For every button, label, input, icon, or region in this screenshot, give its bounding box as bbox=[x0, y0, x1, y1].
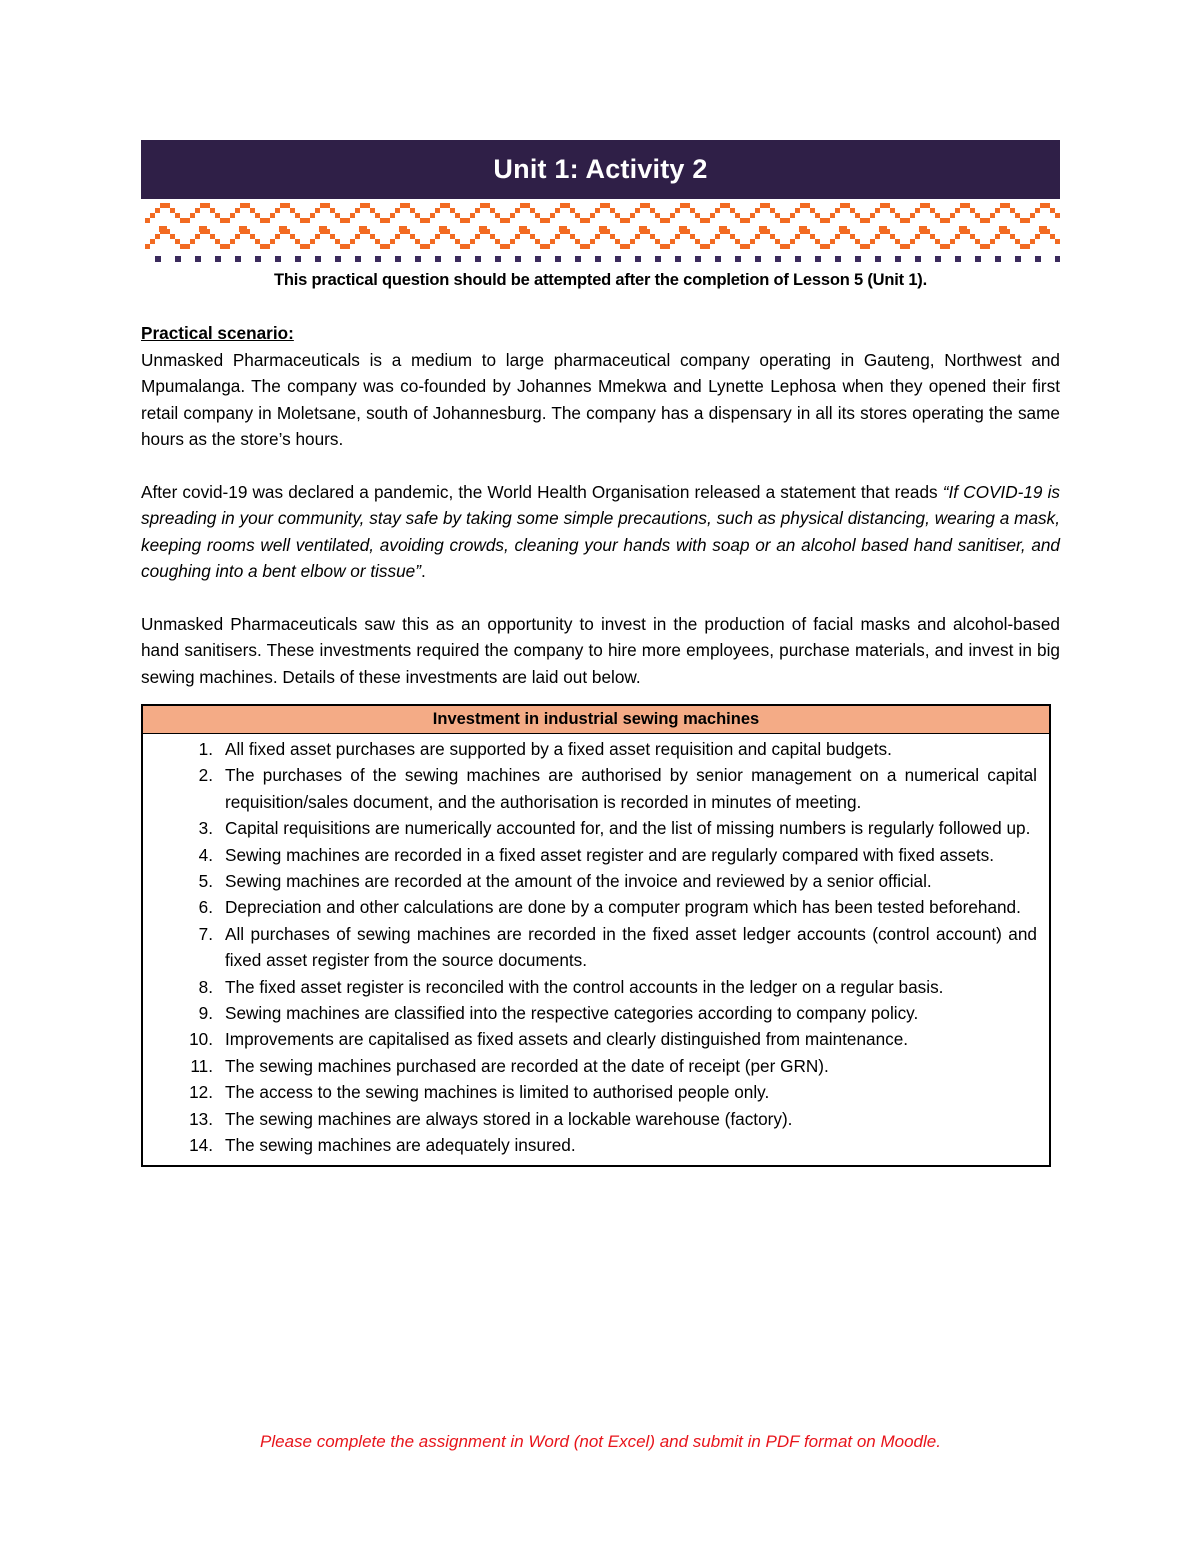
list-item bbox=[155, 815, 1037, 841]
list-item bbox=[155, 921, 1037, 974]
list-item-number: 11. bbox=[190, 1055, 213, 1076]
list-item-number: 2. bbox=[198, 765, 213, 786]
list-item-number: 5. bbox=[198, 871, 213, 892]
investment-table bbox=[141, 704, 1051, 1167]
who-quote: “If COVID-19 is spreading in your community, stay safe by taking some simple precautions, such as physical distancing, wearing a mask, keeping rooms well ventilated, avoiding crowds, cleaning your hands with soap or an alcohol based hand sanitiser, and coughing into a bent elbow or tissue” bbox=[141, 481, 1060, 581]
list-item bbox=[155, 762, 1037, 815]
list-item bbox=[155, 1000, 1037, 1026]
list-item-text: The sewing machines purchased are recorded at the date of receipt (per GRN). bbox=[225, 1055, 829, 1076]
investment-table-header: Investment in industrial sewing machines bbox=[142, 705, 1050, 734]
list-item bbox=[155, 736, 1037, 762]
list-item bbox=[155, 894, 1037, 920]
instruction-subtitle: This practical question should be attempted after the completion of Lesson 5 (Unit 1). bbox=[274, 271, 927, 289]
list-item bbox=[155, 1132, 1037, 1158]
list-item-number: 8. bbox=[198, 976, 213, 997]
list-item-number: 7. bbox=[198, 923, 213, 944]
scenario-paragraph-2 bbox=[141, 479, 1060, 585]
list-item-text: The sewing machines are adequately insured. bbox=[225, 1135, 576, 1156]
list-item bbox=[155, 1079, 1037, 1105]
list-item-number: 13. bbox=[189, 1108, 213, 1129]
title-banner bbox=[141, 140, 1060, 199]
list-item-text: The purchases of the sewing machines are authorised by senior management on a numerical capital requisition/sales document, and the authorisation is recorded in minutes of meeting. bbox=[225, 765, 1037, 812]
list-item-text: Capital requisitions are numerically accounted for, and the list of missing numbers is regularly followed up. bbox=[225, 818, 1031, 839]
list-item-text: The access to the sewing machines is limited to authorised people only. bbox=[225, 1082, 770, 1103]
list-item-text: All purchases of sewing machines are recorded in the fixed asset ledger accounts (control account) and fixed asset register from the source documents. bbox=[225, 923, 1037, 971]
list-item-text: Depreciation and other calculations are done by a computer program which has been tested beforehand. bbox=[225, 897, 1021, 918]
list-item-text: Sewing machines are recorded in a fixed asset register and are regularly compared with fixed assets. bbox=[225, 844, 995, 865]
list-item bbox=[155, 842, 1037, 868]
list-item-number: 9. bbox=[198, 1003, 213, 1024]
list-item-number: 12. bbox=[189, 1082, 213, 1103]
list-item-text: All fixed asset purchases are supported by a fixed asset requisition and capital budgets. bbox=[225, 739, 892, 759]
list-item-number: 3. bbox=[198, 818, 213, 839]
page-title: Unit 1: Activity 2 bbox=[493, 154, 708, 184]
list-item-text: The fixed asset register is reconciled with the control accounts in the ledger on a regular basis. bbox=[225, 976, 944, 997]
scenario-paragraph-3: Unmasked Pharmaceuticals saw this as an opportunity to invest in the production of facial masks and alcohol-based hand sanitisers. These investments required the company to hire more employees, purchase materials, and invest in big sewing machines. Details of these investments are laid out below. bbox=[141, 613, 1060, 687]
paragraph-2-intro: After covid-19 was declared a pandemic, the World Health Organisation released a statement that reads bbox=[141, 481, 943, 502]
submission-note: Please complete the assignment in Word (not Excel) and submit in PDF format on Moodle. bbox=[260, 1432, 941, 1451]
scenario-section bbox=[141, 320, 1060, 716]
decorative-pattern-band bbox=[141, 200, 1060, 264]
list-item bbox=[155, 1053, 1037, 1079]
list-item-number: 1. bbox=[198, 739, 213, 759]
list-item-text: Sewing machines are recorded at the amount of the invoice and reviewed by a senior official. bbox=[225, 871, 932, 892]
list-item-number: 10. bbox=[189, 1029, 213, 1050]
investment-control-list bbox=[155, 736, 1037, 1159]
scenario-paragraph-1: Unmasked Pharmaceuticals is a medium to large pharmaceutical company operating in Gauteng, Northwest and Mpumalanga. The company was co-founded by Johannes Mmekwa and Lynette Lephosa when they opened their first retail company in Moletsane, south of Johannesburg. The company has a dispensary in all its stores operating the same hours as the store’s hours. bbox=[141, 349, 1060, 449]
list-item bbox=[155, 1106, 1037, 1132]
list-item-text: The sewing machines are always stored in a lockable warehouse (factory). bbox=[225, 1108, 793, 1129]
scenario-heading: Practical scenario: bbox=[141, 323, 294, 343]
paragraph-2-end: . bbox=[420, 561, 426, 581]
list-item-text: Improvements are capitalised as fixed assets and clearly distinguished from maintenance. bbox=[225, 1029, 909, 1050]
list-item bbox=[155, 868, 1037, 894]
list-item-text: Sewing machines are classified into the respective categories according to company policy. bbox=[225, 1003, 919, 1024]
list-item bbox=[155, 1026, 1037, 1052]
list-item-number: 4. bbox=[198, 844, 213, 865]
list-item-number: 14. bbox=[189, 1135, 213, 1156]
list-item bbox=[155, 974, 1037, 1000]
list-item-number: 6. bbox=[198, 897, 213, 918]
